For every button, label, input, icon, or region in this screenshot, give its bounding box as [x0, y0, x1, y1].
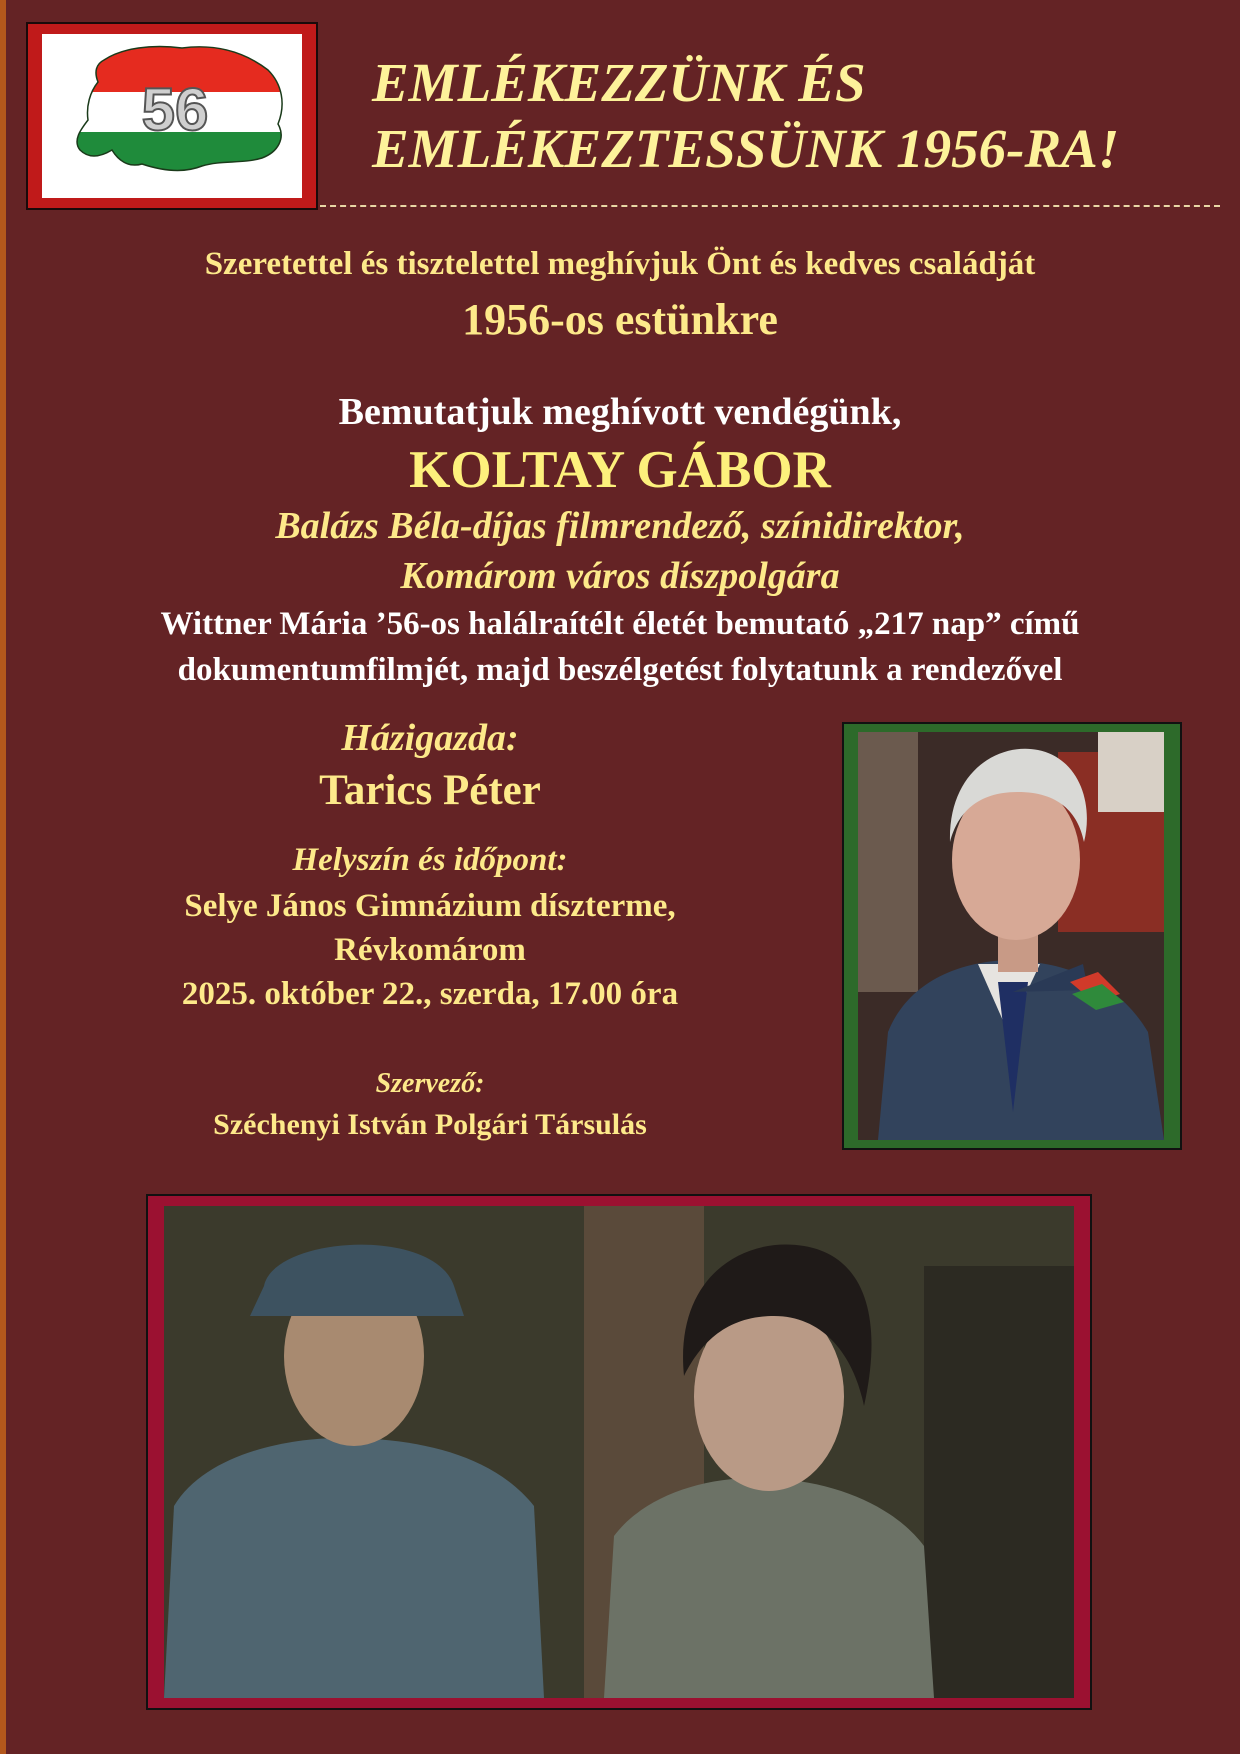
guest-title-line2: Komárom város díszpolgára — [400, 555, 840, 597]
venue-label: Helyszín és időpont: — [292, 842, 568, 878]
dashed-divider — [320, 205, 1220, 207]
hungary-map-logo — [42, 34, 302, 198]
headline-line2: EMLÉKEZTESSÜNK 1956-RA! — [372, 118, 1120, 179]
headline-line1: EMLÉKEZZÜNK ÉS — [372, 52, 866, 113]
guest-title-line1: Balázs Béla-díjas filmrendező, színidirektor, — [275, 505, 965, 547]
organizer-label: Szervező: — [375, 1068, 485, 1099]
guest-portrait-photo — [858, 732, 1164, 1140]
headline — [372, 50, 1212, 182]
invitation-line: Szeretettel és tisztelettel meghívjuk Önt és kedves családját — [204, 246, 1036, 282]
host-name: Tarics Péter — [319, 767, 541, 814]
event-name: 1956-os estünkre — [462, 295, 778, 344]
film-description-line1: Wittner Mária ’56-os halálraítélt életét bemutató „217 nap” című — [160, 606, 1080, 642]
film-still-photo — [164, 1206, 1074, 1698]
guest-name: KOLTAY GÁBOR — [409, 441, 831, 499]
film-description-line2: dokumentumfilmjét, majd beszélgetést folytatunk a rendezővel — [177, 652, 1063, 688]
film-still-frame — [146, 1194, 1092, 1710]
guest-intro: Bemutatjuk meghívott vendégünk, — [338, 391, 902, 433]
organizer-name: Széchenyi István Polgári Társulás — [213, 1108, 647, 1141]
venue-line2: Révkomárom — [334, 932, 526, 968]
venue-line1: Selye János Gimnázium díszterme, — [184, 888, 676, 924]
logo-frame — [26, 22, 318, 210]
event-datetime: 2025. október 22., szerda, 17.00 óra — [181, 976, 679, 1012]
host-label: Házigazda: — [341, 717, 519, 759]
logo-digits: 56 — [141, 76, 209, 143]
portrait-frame — [842, 722, 1182, 1150]
